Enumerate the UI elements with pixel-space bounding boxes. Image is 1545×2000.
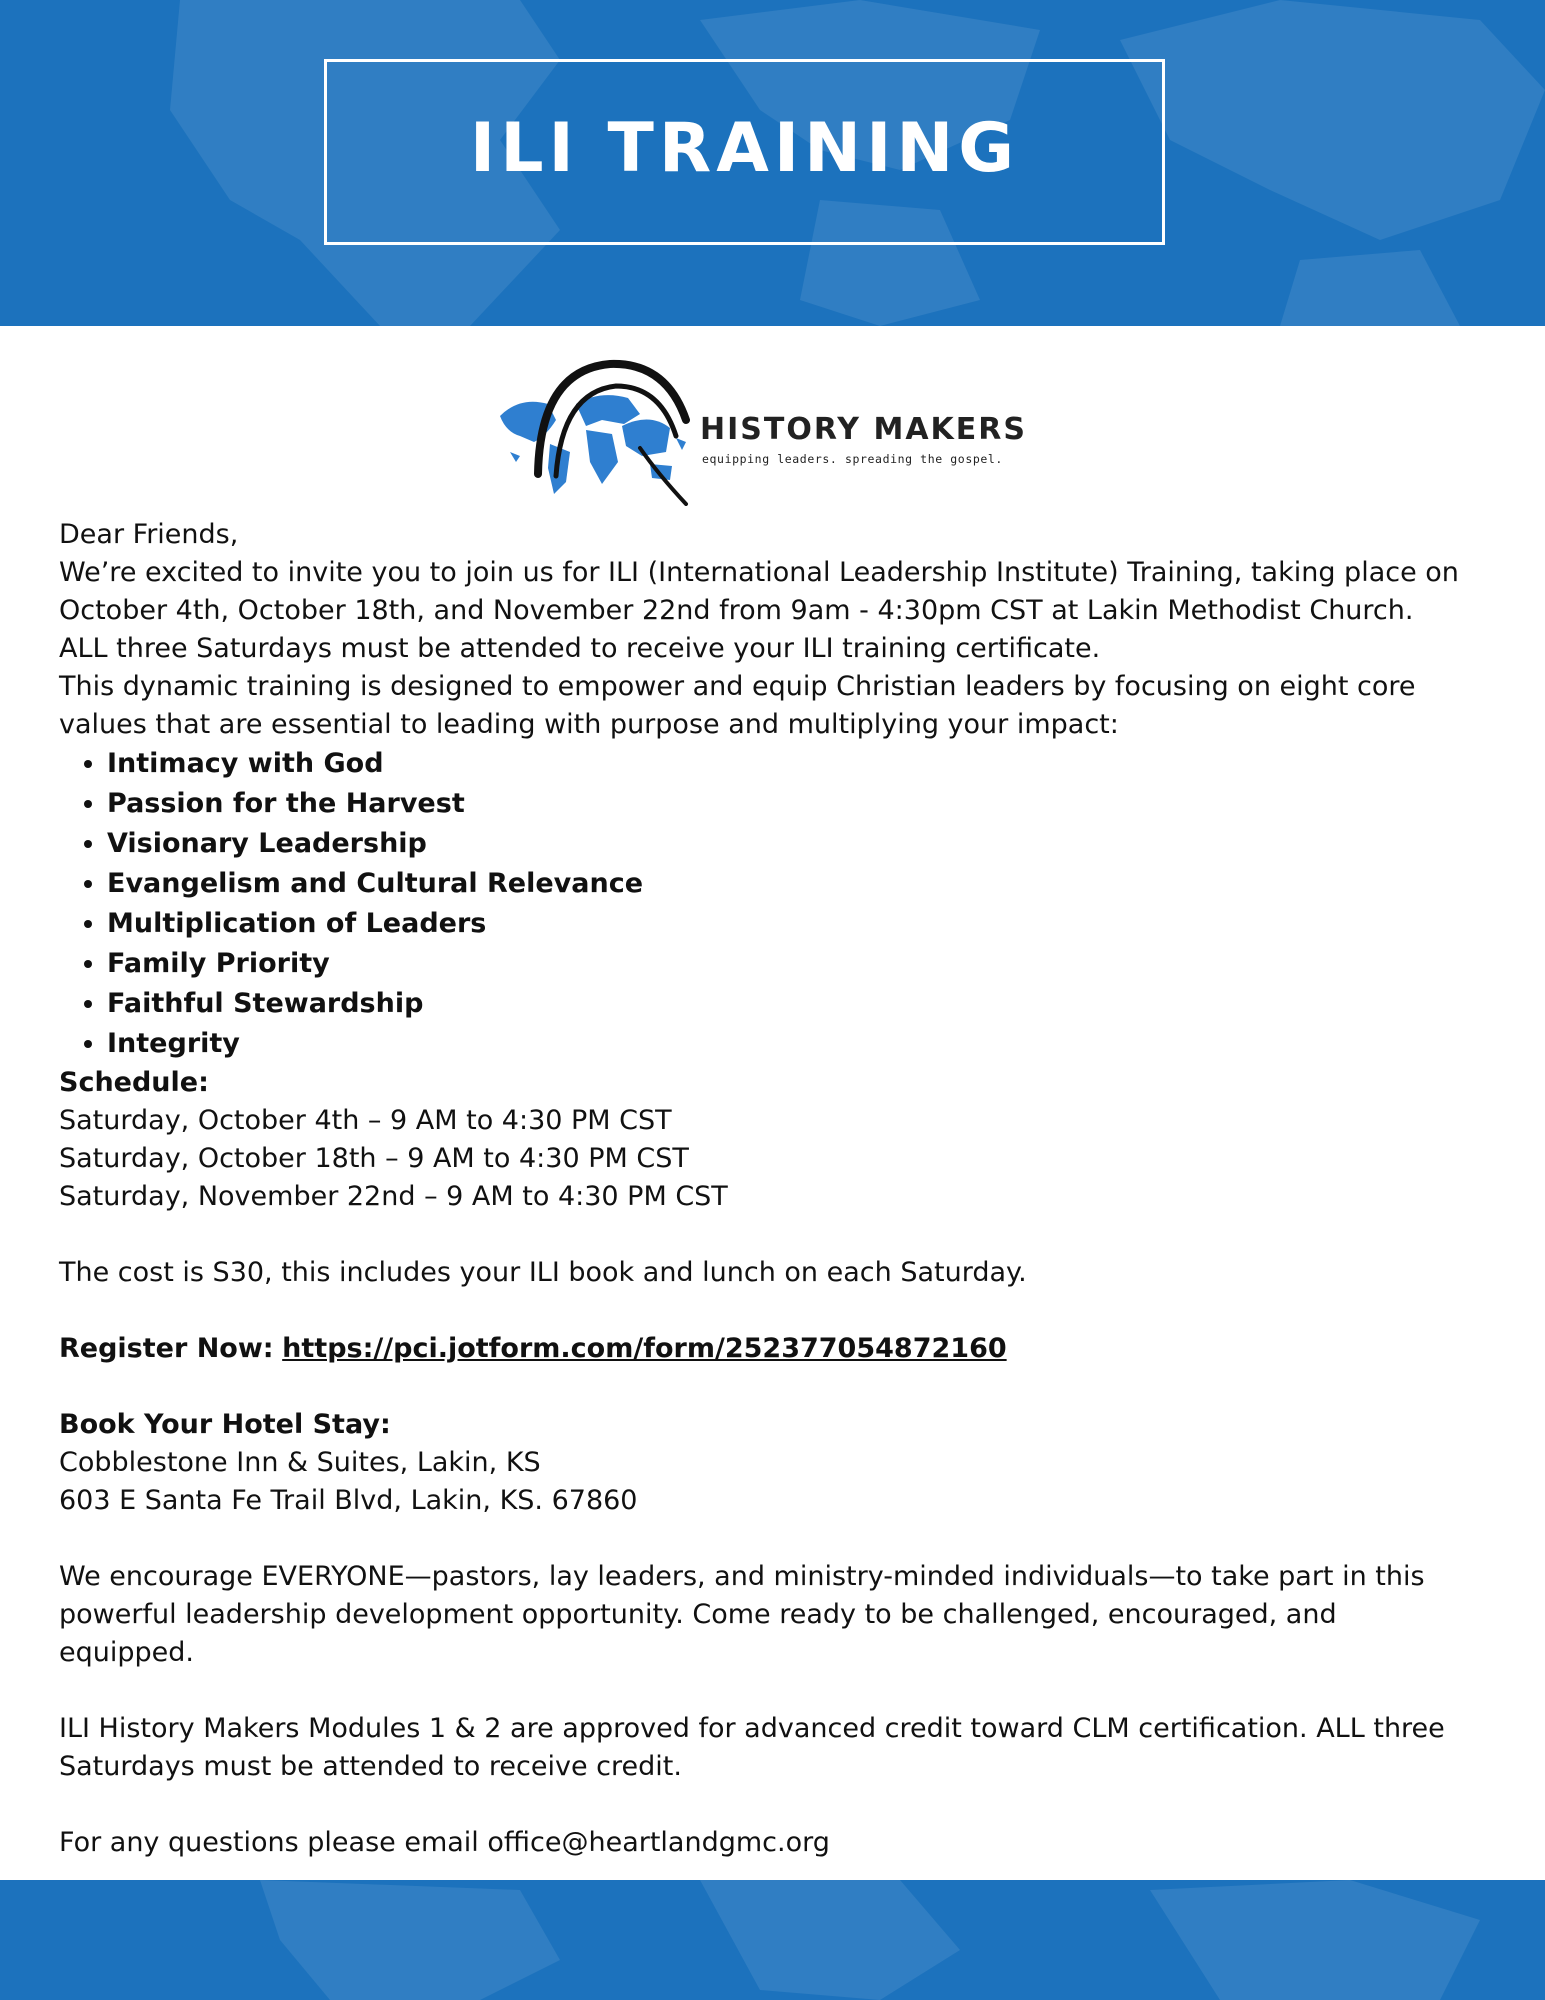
logo-name: HISTORY MAKERS [700, 412, 1027, 447]
register-label: Register Now: [59, 1333, 274, 1364]
title-box [324, 59, 1165, 245]
header-banner [0, 0, 1545, 326]
contact-text: For any questions please email office@heartlandgmc.org [59, 1827, 830, 1858]
description-paragraph: This dynamic training is designed to empower and equip Christian leaders by focusing on eight core values that are essential to leading with purpose and multiplying your impact: [59, 671, 1416, 740]
hotel-heading: Book Your Hotel Stay: [59, 1409, 391, 1440]
register-line [59, 1330, 1459, 1368]
schedule-item: Saturday, October 4th – 9 AM to 4:30 PM CST [59, 1105, 672, 1136]
list-item: • Intimacy with God [107, 744, 1459, 784]
encourage-paragraph: We encourage EVERYONE—pastors, lay leaders, and ministry-minded individuals—to take part in this powerful leadership development opportunity. Come ready to be challenged, encouraged, and equipped. [59, 1561, 1425, 1668]
history-makers-logo [490, 356, 1027, 506]
list-item: • Faithful Stewardship [107, 984, 1459, 1024]
list-item: • Family Priority [107, 944, 1459, 984]
register-link[interactable]: https://pci.jotform.com/form/252377054872160 [282, 1333, 1007, 1364]
intro-paragraph: We’re excited to invite you to join us for ILI (International Leadership Institute) Training, taking place on October 4th, October 18th, and November 22nd from 9am - 4:30pm CST at Lakin Methodist Church. ALL three Saturdays must be attended to receive your ILI training certificate. [59, 557, 1459, 664]
list-item: • Visionary Leadership [107, 824, 1459, 864]
list-item: • Integrity [107, 1024, 1459, 1064]
hotel-address: 603 E Santa Fe Trail Blvd, Lakin, KS. 67860 [59, 1485, 638, 1516]
world-map-background [0, 1880, 1545, 2000]
schedule-heading: Schedule: [59, 1067, 209, 1098]
schedule-item: Saturday, October 18th – 9 AM to 4:30 PM CST [59, 1143, 689, 1174]
credit-paragraph: ILI History Makers Modules 1 & 2 are approved for advanced credit toward CLM certification. ALL three Saturdays must be attended to receive credit. [59, 1713, 1445, 1782]
hotel-name: Cobblestone Inn & Suites, Lakin, KS [59, 1447, 541, 1478]
letter-body [59, 516, 1459, 1862]
schedule-item: Saturday, November 22nd – 9 AM to 4:30 PM CST [59, 1181, 728, 1212]
list-item: • Multiplication of Leaders [107, 904, 1459, 944]
footer-banner [0, 1880, 1545, 2000]
list-item: • Evangelism and Cultural Relevance [107, 864, 1459, 904]
greeting: Dear Friends, [59, 519, 239, 550]
page-title: ILI TRAINING [469, 108, 1020, 188]
core-values-list [59, 744, 1459, 1064]
cost-text: The cost is S30, this includes your ILI book and lunch on each Saturday. [59, 1257, 1027, 1288]
list-item: • Passion for the Harvest [107, 784, 1459, 824]
globe-logo-icon [490, 356, 700, 506]
logo-tagline: equipping leaders. spreading the gospel. [702, 452, 1003, 466]
